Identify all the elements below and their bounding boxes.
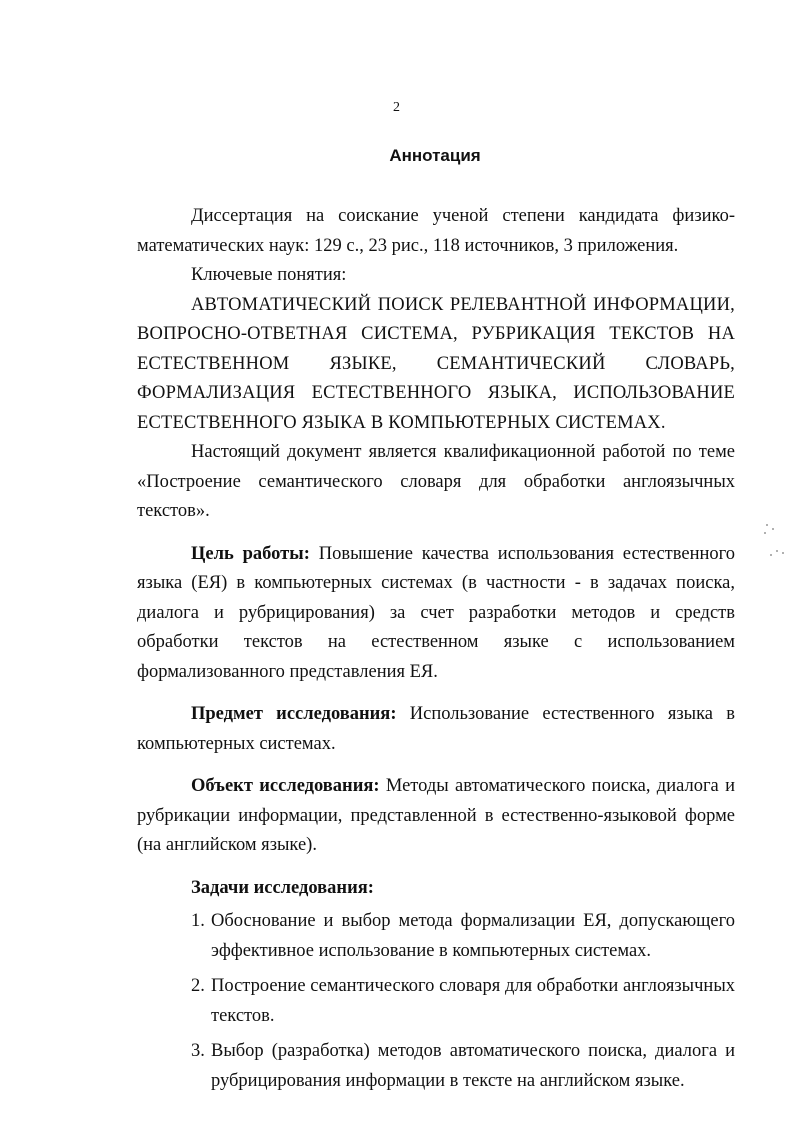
document-statement: Настоящий документ является квалификационной работой по теме «Построение семантического словаря для обработки англоязычных текстов». <box>137 442 735 521</box>
intro-paragraph: Диссертация на соискание ученой степени кандидата физико-математических наук: 129 с., 23 рис., 118 источников, 3 приложения. <box>137 206 735 256</box>
task-number: 3. <box>191 1041 205 1061</box>
annotation-body <box>137 202 735 1102</box>
task-text: Выбор (разработка) методов автоматического поиска, диалога и рубрицирования информации в тексте на английском языке. <box>211 1041 735 1091</box>
object-label: Объект исследования: <box>191 776 380 796</box>
task-number: 2. <box>191 976 205 996</box>
tasks-list <box>137 907 735 1096</box>
goal-paragraph <box>137 540 735 688</box>
object-text: Методы автоматического поиска, диалога и рубрикации информации, представленной в естественно-языковой форме (на английском языке). <box>137 776 735 855</box>
task-number: 1. <box>191 911 205 931</box>
subject-label: Предмет исследования: <box>191 704 397 724</box>
task-text: Построение семантического словаря для обработки англоязычных текстов. <box>211 976 735 1026</box>
task-item <box>137 1037 735 1096</box>
tasks-label: Задачи исследования: <box>191 877 374 898</box>
task-text: Обоснование и выбор метода формализации ЕЯ, допускающего эффективное использование в компьютерных системах. <box>211 911 735 961</box>
keywords-label: Ключевые понятия: <box>191 265 347 285</box>
scan-specks <box>760 520 790 580</box>
goal-text: Повышение качества использования естественного языка (ЕЯ) в компьютерных системах (в частности - в задачах поиска, диалога и рубрицирования) за счет разработки методов и средств обработки текстов на естественном языке с использованием формализованного представления ЕЯ. <box>137 543 736 682</box>
subject-text: Использование естественного языка в компьютерных системах. <box>137 704 735 754</box>
task-item <box>137 907 735 966</box>
page-title: Аннотация <box>389 146 481 165</box>
goal-label: Цель работы: <box>191 543 310 564</box>
subject-paragraph <box>137 700 735 759</box>
page-number: 2 <box>393 100 400 115</box>
keywords-paragraph: АВТОМАТИЧЕСКИЙ ПОИСК РЕЛЕВАНТНОЙ ИНФОРМАЦИИ, ВОПРОСНО-ОТВЕТНАЯ СИСТЕМА, РУБРИКАЦИЯ ТЕКСТОВ НА ЕСТЕСТВЕННОМ ЯЗЫКЕ, СЕМАНТИЧЕСКИЙ СЛОВАРЬ, ФОРМАЛИЗАЦИЯ ЕСТЕСТВЕННОГО ЯЗЫКА, ИСПОЛЬЗОВАНИЕ ЕСТЕСТВЕННОГО ЯЗЫКА В КОМПЬЮТЕРНЫХ СИСТЕМАХ. <box>137 294 735 433</box>
task-item <box>137 972 735 1031</box>
object-paragraph <box>137 772 735 861</box>
